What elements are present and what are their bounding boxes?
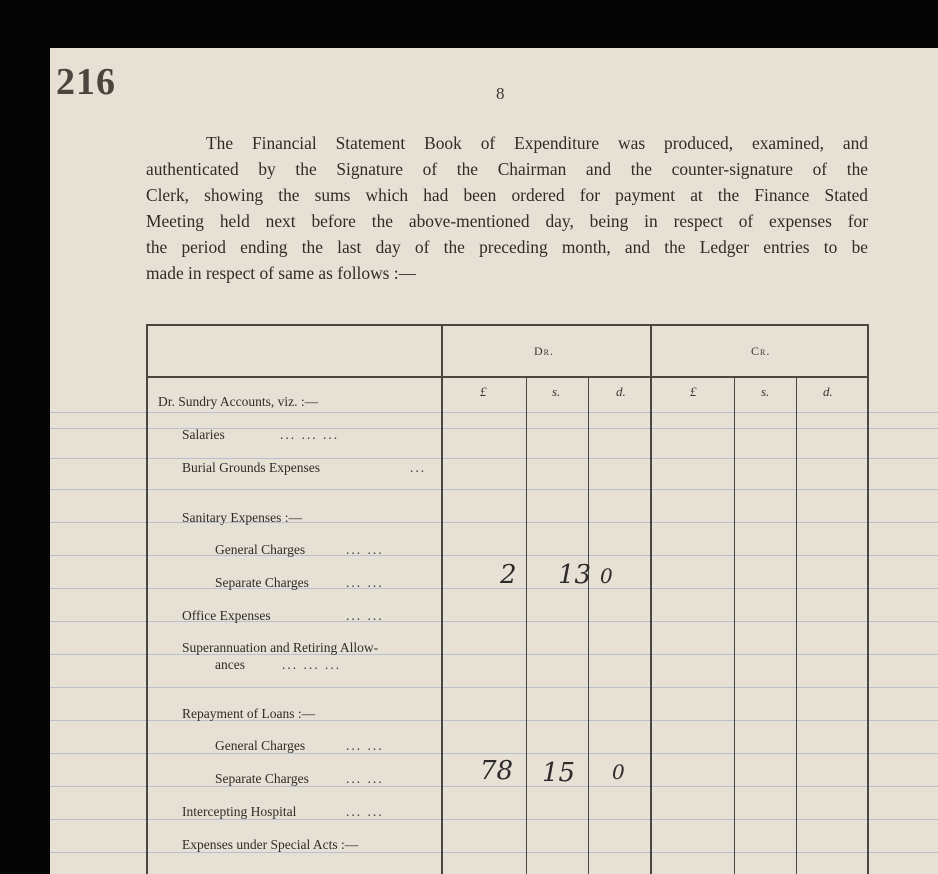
dr-shillings-unit: s. bbox=[552, 384, 561, 399]
row-sanitary-general bbox=[215, 542, 305, 558]
leader-dots: ... ... bbox=[346, 608, 384, 623]
credit-header: Cr. bbox=[751, 344, 771, 358]
column-rule bbox=[588, 376, 589, 874]
leader-dots: ... ... bbox=[346, 804, 384, 819]
entry-loans-pence: 0 bbox=[612, 760, 625, 784]
leader-dots: ... ... bbox=[346, 771, 384, 786]
row-label: Sanitary Expenses :— bbox=[182, 510, 302, 525]
leader-dots: ... bbox=[410, 460, 427, 475]
ruled-line bbox=[50, 687, 938, 688]
column-rule bbox=[734, 376, 735, 874]
table-right-border bbox=[867, 324, 869, 874]
row-label: Salaries bbox=[182, 427, 225, 442]
row-label: Office Expenses bbox=[182, 608, 271, 623]
intro-line: authenticated by the Signature of the Chairman and the counter-signature of the bbox=[146, 159, 868, 179]
row-burial-grounds bbox=[182, 460, 320, 476]
ruled-line bbox=[50, 786, 938, 787]
ruled-line bbox=[50, 412, 938, 413]
dr-pounds-unit: £ bbox=[480, 384, 487, 399]
folio-number: 216 bbox=[56, 61, 116, 103]
row-label: Repayment of Loans :— bbox=[182, 706, 316, 721]
page-number: 8 bbox=[496, 84, 505, 103]
ruled-line bbox=[50, 489, 938, 490]
row-office-expenses bbox=[182, 608, 271, 624]
intro-line: Meeting held next before the above-mentioned day, being in respect of expenses for bbox=[146, 211, 868, 231]
entry-sanitary-shillings: 13 bbox=[558, 560, 592, 590]
entry-sanitary-pence: 0 bbox=[600, 564, 613, 588]
ruled-line bbox=[50, 555, 938, 556]
table-top-border bbox=[146, 324, 869, 326]
row-label: Dr. Sundry Accounts, viz. :— bbox=[158, 394, 319, 409]
leader-dots: ... ... ... bbox=[282, 657, 342, 672]
intro-line: The Financial Statement Book of Expenditure was produced, examined, and bbox=[206, 133, 868, 153]
debit-header: Dr. bbox=[534, 344, 555, 358]
row-label: ances bbox=[215, 657, 245, 672]
leader-dots: ... ... bbox=[346, 575, 384, 590]
row-loans-separate bbox=[215, 771, 309, 787]
ruled-line bbox=[50, 753, 938, 754]
intro-line: Clerk, showing the sums which had been ordered for payment at the Finance Stated bbox=[146, 185, 868, 205]
leader-dots: ... ... ... bbox=[280, 427, 340, 442]
ruled-line bbox=[50, 588, 938, 589]
row-label: Superannuation and Retiring Allow- bbox=[182, 640, 379, 655]
row-salaries bbox=[182, 427, 225, 443]
row-label: General Charges bbox=[215, 542, 306, 557]
row-label: Separate Charges bbox=[215, 575, 309, 590]
entry-sanitary-pounds: 2 bbox=[500, 560, 517, 590]
row-superannuation bbox=[182, 640, 378, 656]
intro-line: made in respect of same as follows :— bbox=[146, 263, 416, 283]
table-left-border bbox=[146, 324, 148, 874]
row-sanitary-separate bbox=[215, 575, 309, 591]
entry-loans-shillings: 15 bbox=[542, 758, 576, 788]
column-rule bbox=[796, 376, 797, 874]
column-rule bbox=[526, 376, 527, 874]
row-label: General Charges bbox=[215, 738, 306, 753]
intro-line: the period ending the last day of the preceding month, and the Ledger entries to be bbox=[146, 237, 868, 257]
row-sundry-accounts bbox=[158, 394, 318, 410]
row-special-acts bbox=[182, 837, 358, 853]
cr-pounds-unit: £ bbox=[690, 384, 697, 399]
row-sanitary-expenses bbox=[182, 510, 302, 526]
row-label: Separate Charges bbox=[215, 771, 309, 786]
cr-shillings-unit: s. bbox=[761, 384, 770, 399]
row-label: Burial Grounds Expenses bbox=[182, 460, 320, 475]
row-label: Expenses under Special Acts :— bbox=[182, 837, 359, 852]
table-divider bbox=[441, 324, 443, 874]
ruled-line bbox=[50, 458, 938, 459]
row-superannuation-cont bbox=[215, 657, 245, 673]
entry-loans-pounds: 78 bbox=[480, 756, 514, 786]
intro-paragraph bbox=[146, 130, 868, 286]
ledger-page bbox=[50, 48, 938, 874]
table-divider bbox=[650, 324, 652, 874]
leader-dots: ... ... bbox=[346, 542, 384, 557]
row-label: Intercepting Hospital bbox=[182, 804, 297, 819]
leader-dots: ... ... bbox=[346, 738, 384, 753]
row-loans-general bbox=[215, 738, 305, 754]
table-header-rule bbox=[146, 376, 869, 378]
row-intercepting-hospital bbox=[182, 804, 296, 820]
dr-pence-unit: d. bbox=[616, 384, 626, 399]
row-repayment-loans bbox=[182, 706, 315, 722]
cr-pence-unit: d. bbox=[823, 384, 833, 399]
